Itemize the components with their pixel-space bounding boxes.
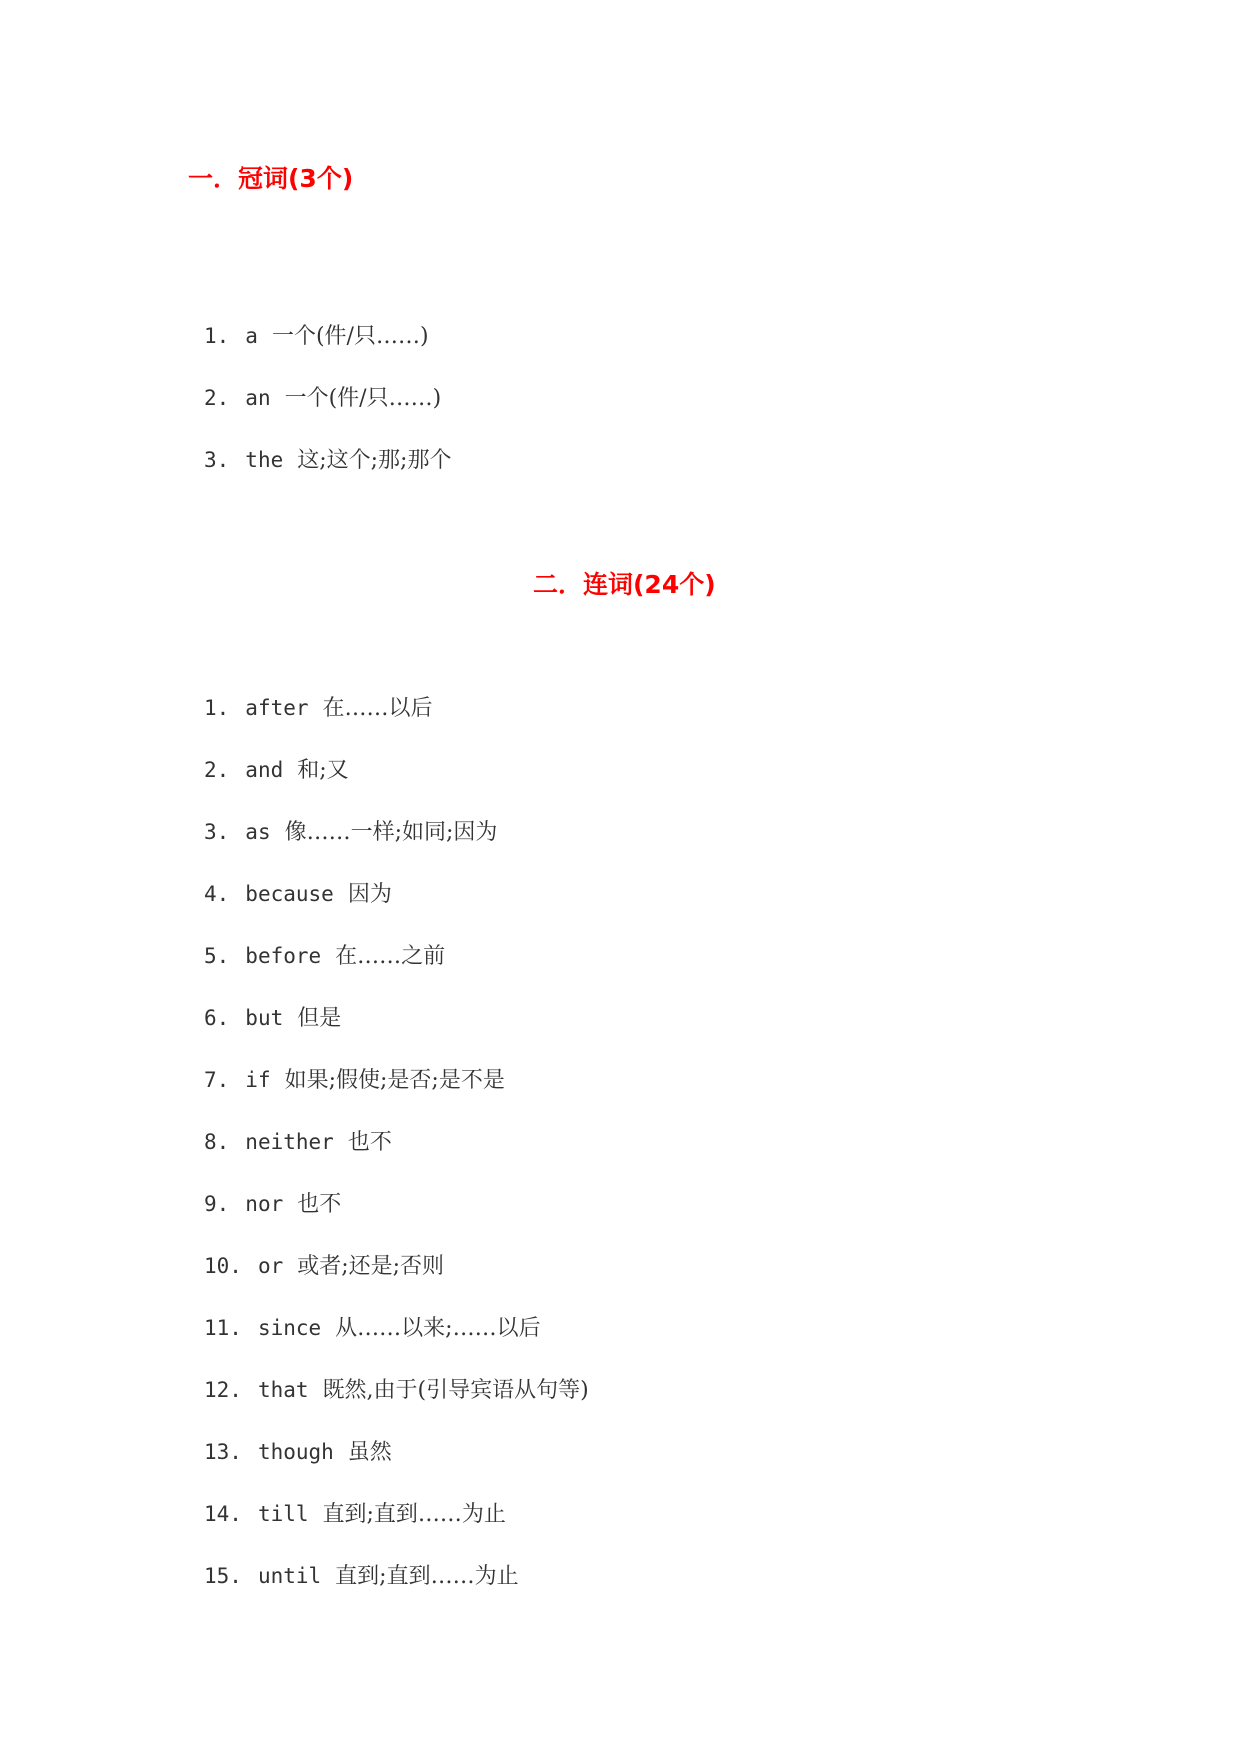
item-word: neither bbox=[245, 1130, 334, 1154]
item-meaning: 这;这个;那;那个 bbox=[297, 448, 452, 473]
item-meaning: 在……之前 bbox=[335, 944, 446, 969]
item-number: 3. bbox=[204, 820, 230, 844]
item-word: or bbox=[257, 1254, 284, 1278]
item-meaning: 或者;还是;否则 bbox=[297, 1254, 445, 1279]
item-number: 1. bbox=[204, 324, 230, 348]
item-number: 4. bbox=[204, 882, 230, 906]
item-meaning: 和;又 bbox=[297, 758, 349, 783]
item-meaning: 从……以来;……以后 bbox=[335, 1316, 541, 1341]
item-number: 1. bbox=[204, 696, 230, 720]
item-number: 8. bbox=[204, 1130, 230, 1154]
item-word: as bbox=[245, 820, 271, 844]
list-item bbox=[204, 1374, 589, 1436]
item-number: 11. bbox=[204, 1316, 242, 1340]
item-meaning: 直到;直到……为止 bbox=[322, 1502, 506, 1527]
item-meaning: 像……一样;如同;因为 bbox=[284, 820, 498, 845]
item-number: 7. bbox=[204, 1068, 230, 1092]
item-number: 10. bbox=[204, 1254, 242, 1278]
item-word: before bbox=[245, 944, 322, 968]
list-item bbox=[204, 320, 451, 382]
item-word: because bbox=[245, 882, 334, 906]
item-meaning: 在……以后 bbox=[322, 696, 433, 721]
item-word: after bbox=[245, 696, 309, 720]
item-word: till bbox=[257, 1502, 309, 1526]
item-meaning: 虽然 bbox=[347, 1440, 392, 1465]
item-word: though bbox=[257, 1440, 334, 1464]
list-item bbox=[204, 1250, 589, 1312]
item-number: 2. bbox=[204, 386, 230, 410]
list-item bbox=[204, 382, 451, 444]
item-meaning: 也不 bbox=[347, 1130, 392, 1155]
item-meaning: 但是 bbox=[297, 1006, 342, 1031]
item-meaning: 如果;假使;是否;是不是 bbox=[284, 1068, 505, 1093]
item-word: nor bbox=[245, 1192, 284, 1216]
item-number: 12. bbox=[204, 1378, 242, 1402]
list-item bbox=[204, 1188, 589, 1250]
list-item bbox=[204, 1436, 589, 1498]
item-number: 2. bbox=[204, 758, 230, 782]
list-item bbox=[204, 444, 451, 506]
item-meaning: 因为 bbox=[347, 882, 392, 907]
item-word: if bbox=[245, 1068, 271, 1092]
list-item bbox=[204, 1126, 589, 1188]
item-number: 13. bbox=[204, 1440, 242, 1464]
item-word: that bbox=[257, 1378, 309, 1402]
item-number: 15. bbox=[204, 1564, 242, 1588]
item-word: a bbox=[245, 324, 258, 348]
list-item bbox=[204, 940, 589, 1002]
articles-list bbox=[204, 320, 451, 506]
list-item bbox=[204, 1064, 589, 1126]
conjunctions-list bbox=[204, 692, 589, 1622]
item-meaning: 直到;直到……为止 bbox=[335, 1564, 519, 1589]
section-title-articles: 一．冠词(3个) bbox=[188, 164, 354, 193]
item-word: an bbox=[245, 386, 271, 410]
item-word: the bbox=[245, 448, 284, 472]
list-item bbox=[204, 754, 589, 816]
item-number: 3. bbox=[204, 448, 230, 472]
list-item bbox=[204, 1312, 589, 1374]
item-number: 9. bbox=[204, 1192, 230, 1216]
item-word: since bbox=[257, 1316, 322, 1340]
item-number: 6. bbox=[204, 1006, 230, 1030]
section-title-conjunctions: 二．连词(24个) bbox=[533, 570, 716, 599]
list-item bbox=[204, 816, 589, 878]
item-word: and bbox=[245, 758, 284, 782]
item-number: 14. bbox=[204, 1502, 242, 1526]
item-meaning: 既然,由于(引导宾语从句等) bbox=[322, 1378, 589, 1403]
list-item bbox=[204, 1560, 589, 1622]
item-word: but bbox=[245, 1006, 284, 1030]
item-number: 5. bbox=[204, 944, 230, 968]
list-item bbox=[204, 1002, 589, 1064]
list-item bbox=[204, 692, 589, 754]
item-meaning: 也不 bbox=[297, 1192, 342, 1217]
item-meaning: 一个(件/只……) bbox=[271, 324, 429, 349]
item-meaning: 一个(件/只……) bbox=[284, 386, 442, 411]
list-item bbox=[204, 878, 589, 940]
list-item bbox=[204, 1498, 589, 1560]
item-word: until bbox=[257, 1564, 322, 1588]
